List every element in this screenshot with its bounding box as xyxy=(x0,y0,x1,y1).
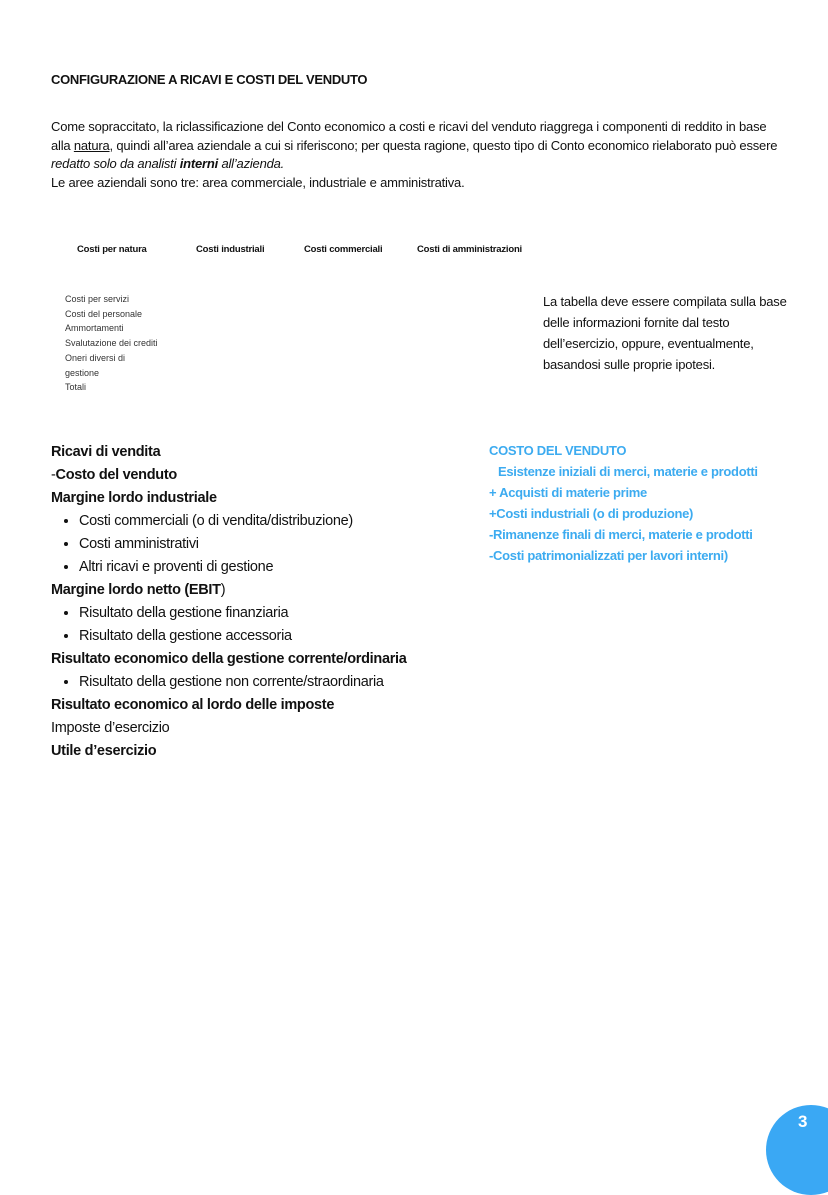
section-title: CONFIGURAZIONE A RICAVI E COSTI DEL VENDUTO xyxy=(51,72,368,87)
cv-title: COSTO DEL VENDUTO xyxy=(489,443,627,458)
table-row: Oneri diversi di gestione xyxy=(65,352,126,378)
intro-bold-italic: interni xyxy=(179,156,219,171)
intro-underline: natura xyxy=(73,137,110,153)
ce-bullet: • Risultato della gestione finanziaria xyxy=(79,602,407,625)
ce-line: Margine lordo netto ( xyxy=(51,582,189,598)
ce-list xyxy=(51,602,407,648)
ce-bullet: • Costi commerciali (o di vendita/distribuzione) xyxy=(79,510,407,533)
table-header: Costi industriali xyxy=(196,244,265,255)
ce-line: Costo del venduto xyxy=(55,467,177,483)
ce-bullet: • Risultato della gestione accessoria xyxy=(79,625,407,648)
cv-line: -Rimanenze finali di merci, materie e prodotti xyxy=(489,527,753,542)
ce-line: Ricavi di vendita xyxy=(51,444,161,460)
table-header: Costi per natura xyxy=(77,244,147,255)
ce-bullet: • Risultato della gestione non corrente/straordinaria xyxy=(79,671,407,694)
intro-text: , quindi all’area aziendale a cui si riferiscono; per questa ragione, questo tipo di Conto economico rielaborato può essere xyxy=(109,137,778,153)
intro-italic: redatto solo da analisti xyxy=(51,156,180,171)
table-header: Costi commerciali xyxy=(304,244,383,255)
ce-bullet: • Altri ricavi e proventi di gestione xyxy=(79,556,407,579)
table-header: Costi di amministrazioni xyxy=(417,244,522,255)
cv-line: + Acquisti di materie prime xyxy=(489,485,647,500)
table-row: Costi del personale xyxy=(65,308,143,319)
ce-list xyxy=(51,510,407,579)
cv-line: +Costi industriali (o di produzione) xyxy=(489,506,694,521)
costo-venduto xyxy=(489,440,758,566)
ce-line: Risultato economico al lordo delle imposte xyxy=(51,697,335,713)
page-number-badge xyxy=(766,1105,828,1195)
table-row: Costi per servizi xyxy=(65,294,130,304)
ce-sign: - xyxy=(51,467,56,483)
table-note: La tabella deve essere compilata sulla base delle informazioni fornite dal testo dell’esercizio, oppure, eventualmente, basandosi sulle proprie ipotesi. xyxy=(543,294,787,372)
ce-bullet: • Costi amministrativi xyxy=(79,533,407,556)
cv-line: -Costi patrimonializzati per lavori interni) xyxy=(489,548,728,563)
ce-list xyxy=(51,671,407,694)
ce-ebit: EBIT xyxy=(188,582,221,598)
table-row: Totali xyxy=(65,382,87,393)
ce-line: Risultato economico della gestione corrente/ordinaria xyxy=(51,651,407,667)
intro-paragraph xyxy=(51,118,781,192)
ce-line: Imposte d’esercizio xyxy=(51,720,170,736)
page-number: 3 xyxy=(798,1112,808,1131)
table-rows xyxy=(65,292,175,395)
ce-line: Margine lordo industriale xyxy=(51,490,217,506)
conto-economico xyxy=(51,441,407,763)
intro-text: Come sopraccitato, la riclassificazione del Conto economico a costi e ricavi del venduto riaggrega i componenti di reddito in base alla xyxy=(51,119,767,153)
ce-paren: ) xyxy=(220,582,226,598)
intro-italic: all’azienda. xyxy=(218,156,285,171)
ce-line: Utile d’esercizio xyxy=(51,743,157,759)
intro-text: Le aree aziendali sono tre: area commerciale, industriale e amministrativa. xyxy=(51,174,465,190)
cv-line: Esistenze iniziali di merci, materie e prodotti xyxy=(498,464,758,479)
table-row: Svalutazione dei crediti xyxy=(65,338,158,349)
table-row: Ammortamenti xyxy=(65,323,124,334)
